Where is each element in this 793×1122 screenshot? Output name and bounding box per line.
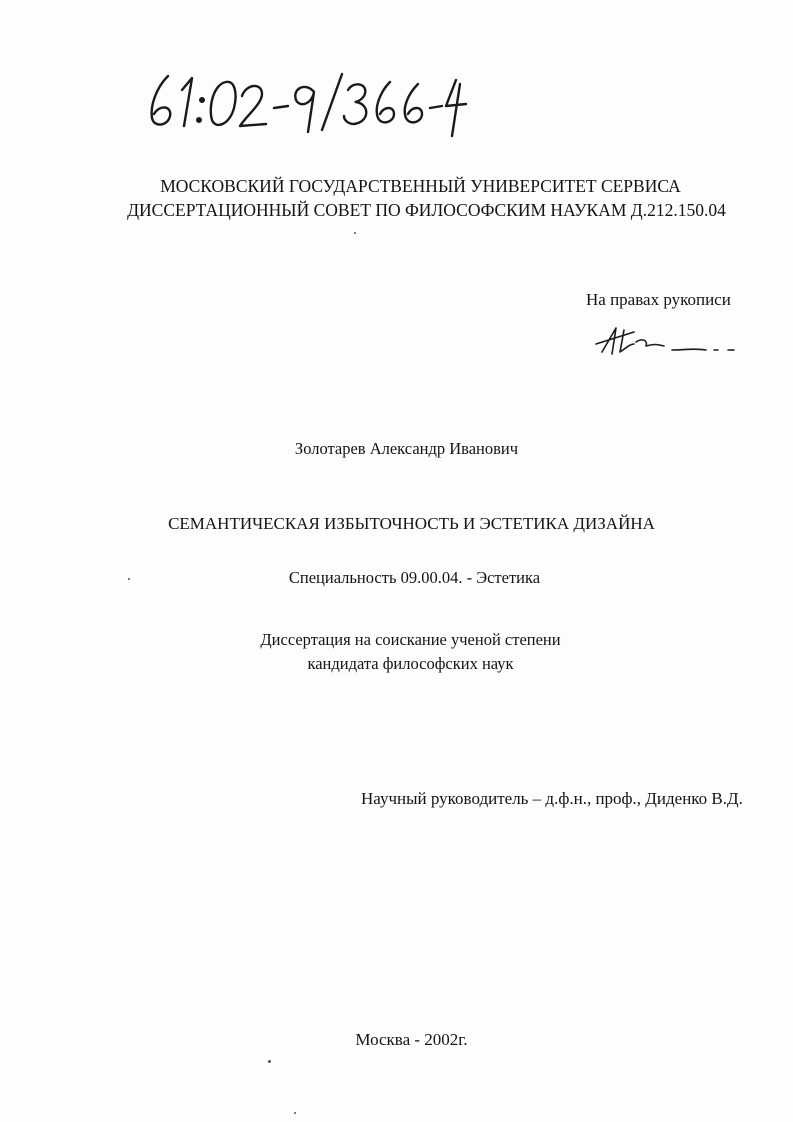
dissertation-council: ДИССЕРТАЦИОННЫЙ СОВЕТ ПО ФИЛОСОФСКИМ НАУКАМ Д.212.150.04 [127,200,726,220]
author-name: Золотарев Александр Иванович [294,439,519,458]
degree-line-2: кандидата философских наук [307,654,514,673]
manuscript-note: На правах рукописи [586,290,731,309]
dissertation-title: СЕМАНТИЧЕСКАЯ ИЗБЫТОЧНОСТЬ И ЭСТЕТИКА ДИЗАЙНА [168,514,655,533]
signature-icon [594,322,742,362]
scan-speck [268,1060,271,1063]
institution-name: МОСКОВСКИЙ ГОСУДАРСТВЕННЫЙ УНИВЕРСИТЕТ СЕРВИСА [160,176,681,196]
scan-speck [128,578,130,580]
scientific-advisor: Научный руководитель – д.ф.н., проф., Диденко В.Д. [361,789,743,808]
degree-line-1: Диссертация на соискание ученой степени [260,630,561,649]
handwritten-catalog-code [138,66,468,146]
specialty: Специальность 09.00.04. - Эстетика [288,568,541,587]
scan-speck [354,232,356,234]
city-year: Москва - 2002г. [355,1030,468,1049]
scan-speck [294,1112,296,1114]
